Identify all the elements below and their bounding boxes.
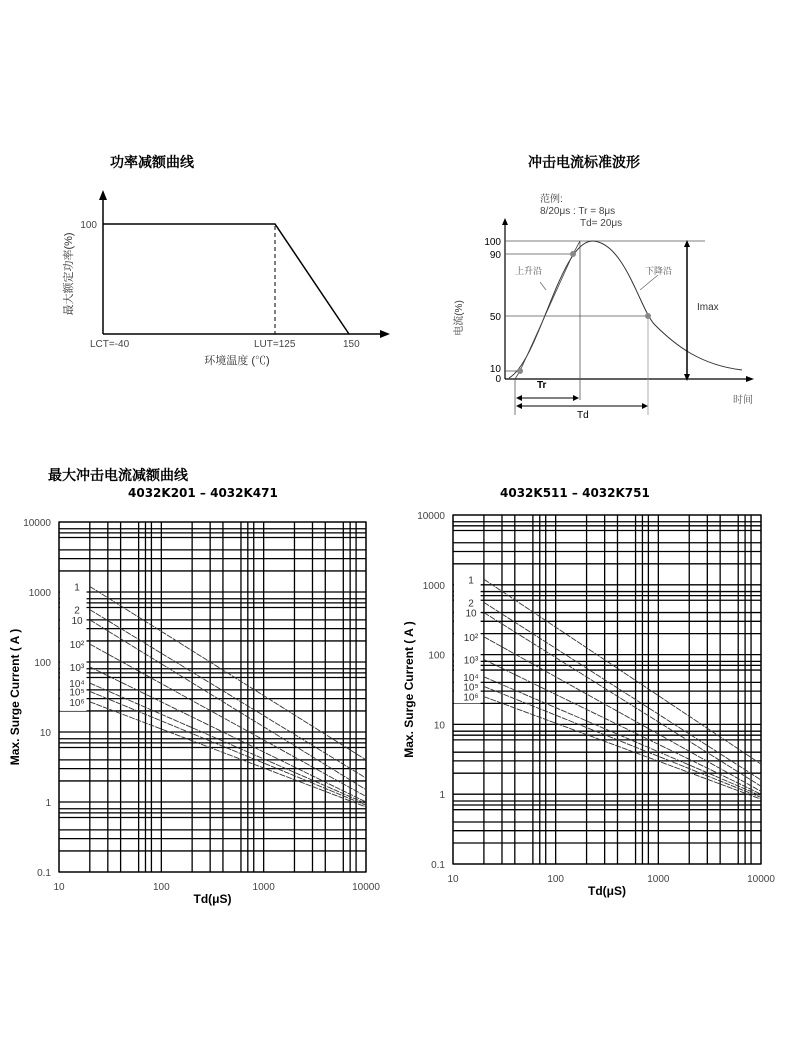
series-line-10^3 xyxy=(484,660,761,795)
legend-label: 2 xyxy=(74,605,80,617)
legend-label: 10⁵ xyxy=(69,687,85,699)
wf-example-line2: 8/20μs : Tr = 8μs xyxy=(540,206,616,217)
legend-label: 10 xyxy=(465,608,477,620)
legend-label: 10² xyxy=(463,632,479,644)
x-axis-label: Td(μS) xyxy=(193,892,232,906)
pd-xlabel: 环境温度 (℃) xyxy=(204,355,270,367)
y-tick-label: 1000 xyxy=(422,580,445,592)
legend-label: 10 xyxy=(71,615,83,627)
y-tick-label: 10000 xyxy=(417,511,445,522)
wf-tick-100: 100 xyxy=(484,237,501,248)
legend-label: 2 xyxy=(468,598,474,610)
wf-example-line3: Td= 20μs xyxy=(580,218,623,229)
wf-tick-90: 90 xyxy=(489,250,501,261)
surge-derating-title: 最大冲击电流减额曲线 xyxy=(48,468,188,484)
x-tick-label: 1000 xyxy=(647,874,670,885)
wf-example-line1: 范例: xyxy=(540,194,563,205)
wf-ylabel: 电流(%) xyxy=(454,300,465,336)
legend-label: 10³ xyxy=(69,662,85,674)
pd-x-tick-lut: LUT=125 xyxy=(254,339,296,350)
wf-imax-label: Imax xyxy=(697,302,719,313)
y-tick-label: 10 xyxy=(39,728,51,739)
pd-y-tick: 100 xyxy=(80,220,97,231)
y-tick-label: 100 xyxy=(34,658,51,669)
legend-label: 10² xyxy=(69,640,85,652)
pd-x-tick-lct: LCT=-40 xyxy=(90,339,130,350)
x-tick-label: 10 xyxy=(447,874,459,885)
y-tick-label: 1000 xyxy=(28,588,51,599)
x-tick-label: 10 xyxy=(53,882,65,893)
left-chart-subtitle: 4032K201 – 4032K471 xyxy=(128,486,278,500)
legend-label: 1 xyxy=(74,582,80,594)
x-tick-label: 10000 xyxy=(747,874,775,885)
legend-label: 10⁶ xyxy=(69,697,85,709)
x-tick-label: 100 xyxy=(547,874,565,885)
y-tick-label: 0.1 xyxy=(431,860,445,871)
legend-label: 1 xyxy=(468,575,474,587)
x-tick-label: 1000 xyxy=(252,882,275,893)
waveform-title: 冲击电流标准波形 xyxy=(528,155,640,171)
power-derating-title: 功率减额曲线 xyxy=(110,155,194,171)
wf-tick-10: 10 xyxy=(489,364,501,375)
wf-td-label: Td xyxy=(577,410,589,421)
y-tick-label: 1 xyxy=(45,798,51,809)
legend-label: 10⁴ xyxy=(69,679,85,691)
right-chart-subtitle: 4032K511 – 4032K751 xyxy=(500,486,650,500)
y-tick-label: 0.1 xyxy=(37,868,51,879)
wf-tick-50: 50 xyxy=(489,312,501,323)
wf-falling-label: 下降沿 xyxy=(645,266,673,276)
y-tick-label: 1 xyxy=(439,790,445,802)
y-tick-label: 10000 xyxy=(23,518,51,529)
pd-ylabel: 最大额定功率(%) xyxy=(63,232,75,316)
legend-label: 10⁵ xyxy=(463,682,479,694)
wf-rising-label: 上升沿 xyxy=(515,266,543,276)
y-axis-label: Max. Surge Current ( A ) xyxy=(8,628,22,766)
x-axis-label: Td(μS) xyxy=(588,884,626,898)
y-tick-label: 100 xyxy=(428,650,445,662)
wf-tick-0: 0 xyxy=(495,374,501,385)
legend-label: 10⁴ xyxy=(463,672,479,684)
legend-label: 10³ xyxy=(463,655,479,667)
legend-label: 10⁶ xyxy=(463,692,479,704)
x-tick-label: 10000 xyxy=(352,882,380,893)
series-line-10^6 xyxy=(484,697,761,800)
x-tick-label: 100 xyxy=(152,882,170,893)
series-line-10 xyxy=(484,613,761,787)
wf-xlabel: 时间 xyxy=(733,395,753,406)
pd-x-tick-150: 150 xyxy=(343,339,360,350)
series-line-10^2 xyxy=(484,637,761,792)
y-tick-label: 10 xyxy=(433,720,445,732)
y-axis-label: Max. Surge Current ( A ) xyxy=(402,621,416,758)
wf-tr-label: Tr xyxy=(537,380,547,391)
